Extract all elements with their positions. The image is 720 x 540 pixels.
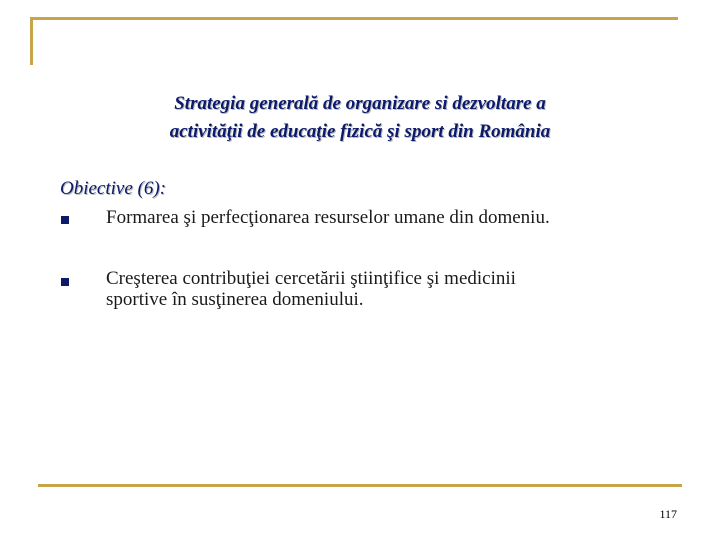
objectives-heading: Obiective (6): (60, 178, 167, 199)
top-frame-line (30, 17, 678, 20)
list-item-text-line-2: sportive în susţinerea domeniului. (106, 289, 364, 310)
title-line-2: activităţii de educaţie fizică şi sport din România (169, 121, 551, 142)
bullet-square-icon (61, 216, 69, 224)
slide-title (60, 90, 660, 146)
left-frame-line (30, 17, 33, 65)
bottom-frame-line (38, 484, 682, 487)
list-item (106, 268, 676, 310)
list-item (106, 207, 676, 228)
list-item-text: Formarea şi perfecţionarea resurselor umane din domeniu. (106, 207, 550, 228)
page-number: 117 (659, 507, 677, 521)
title-line-1: Strategia generală de organizare si dezvoltare a (174, 93, 546, 114)
bullet-square-icon (61, 278, 69, 286)
list-item-text-line-1: Creşterea contribuţiei cercetării ştiinţifice şi medicinii (106, 268, 516, 289)
